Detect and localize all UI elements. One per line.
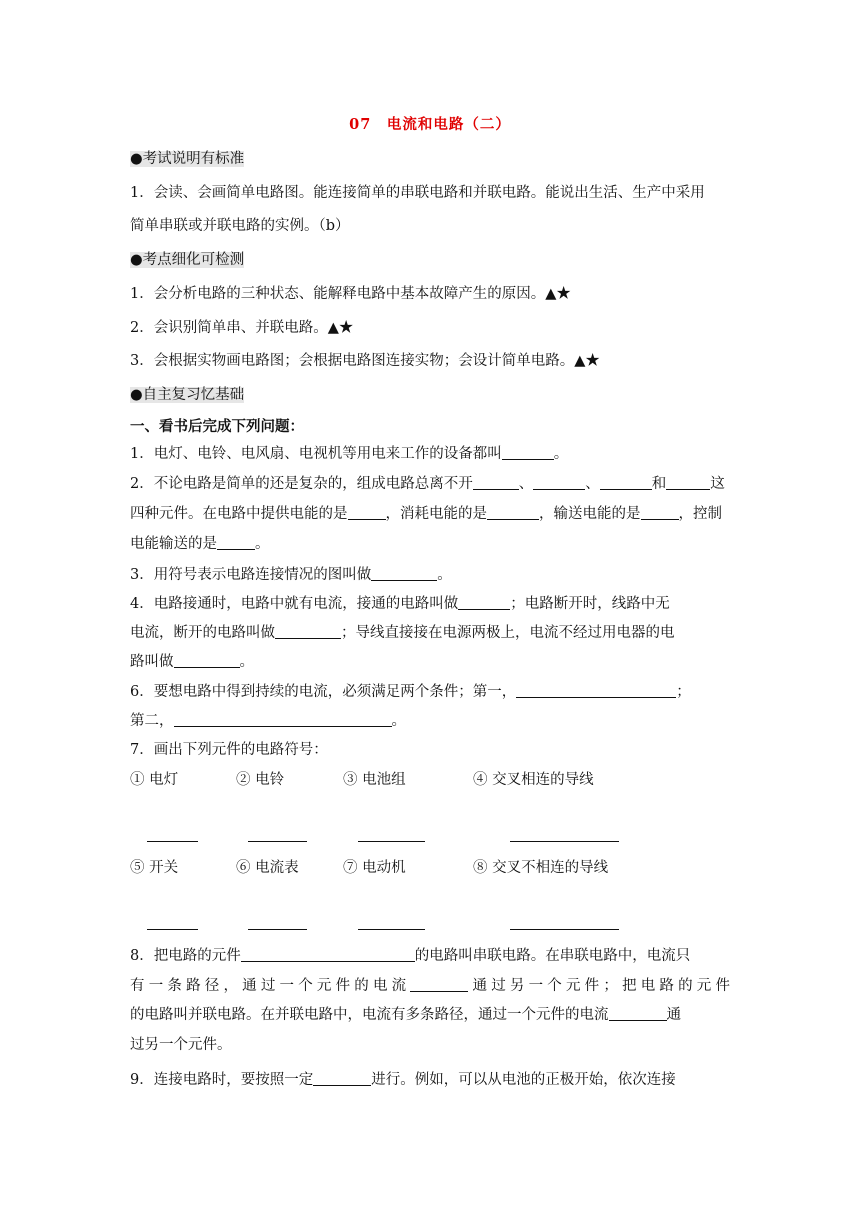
drawing-blank-ammeter[interactable] xyxy=(248,929,307,930)
review-heading: 一、看书后完成下列问题： xyxy=(130,418,304,435)
exam-line-2: 简单串联或并联电路的实例。（b） xyxy=(130,218,350,234)
answer-blank[interactable] xyxy=(473,475,519,491)
drawing-blank-motor[interactable] xyxy=(358,929,425,930)
drawing-blank-bell[interactable] xyxy=(248,841,307,842)
answer-blank[interactable] xyxy=(600,475,652,491)
symbol-label-crossed-wires: ⑧ 交叉不相连的导线 xyxy=(473,860,609,876)
section-exam-standard xyxy=(130,147,244,168)
answer-blank[interactable] xyxy=(241,947,415,963)
symbol-label-switch: ⑤ 开关 xyxy=(130,860,179,876)
drawing-blank-crossed-wires[interactable] xyxy=(510,929,619,930)
drawing-blank-battery[interactable] xyxy=(358,841,425,842)
answer-blank[interactable] xyxy=(516,683,676,699)
question-3: 3．用符号表示电路连接情况的图叫做 。 xyxy=(130,567,452,583)
page-title: 07 电流和电路（二） xyxy=(349,116,511,133)
question-9: 9．连接电路时，要按照一定 进行。例如，可以从电池的正极开始，依次连接 xyxy=(130,1072,676,1088)
drawing-blank-connected-wires[interactable] xyxy=(510,841,619,842)
answer-blank[interactable] xyxy=(458,595,510,611)
symbol-label-lamp: ① 电灯 xyxy=(130,772,179,788)
answer-blank[interactable] xyxy=(666,475,710,491)
answer-blank[interactable] xyxy=(533,475,585,491)
answer-blank[interactable] xyxy=(174,712,392,728)
section-heading: ●考点细化可检测 xyxy=(130,252,245,268)
answer-blank[interactable] xyxy=(609,1006,667,1022)
question-2-line-3: 电能输送的是 。 xyxy=(130,536,270,552)
symbol-label-motor: ⑦ 电动机 xyxy=(343,860,406,876)
symbol-label-ammeter: ⑥ 电流表 xyxy=(236,860,299,876)
answer-blank[interactable] xyxy=(502,445,554,461)
answer-blank[interactable] xyxy=(487,505,539,521)
question-8-line-2: 有一条路径，通过一个元件的电流 通过另一个元件；把电路的元件 xyxy=(130,978,730,994)
answer-blank[interactable] xyxy=(217,535,255,551)
question-6-line-2: 第二， 。 xyxy=(130,713,406,729)
answer-blank[interactable] xyxy=(275,624,341,640)
section-heading: ●考试说明有标准 xyxy=(130,151,245,167)
section-test-points xyxy=(130,248,244,269)
answer-blank[interactable] xyxy=(174,653,240,669)
symbol-label-bell: ② 电铃 xyxy=(236,772,285,788)
answer-blank[interactable] xyxy=(348,505,386,521)
question-4-line-1: 4．电路接通时，电路中就有电流，接通的电路叫做 ；电路断开时，线路中无 xyxy=(130,596,670,612)
answer-blank[interactable] xyxy=(641,505,679,521)
section-self-review xyxy=(130,383,244,404)
drawing-blank-switch[interactable] xyxy=(147,929,198,930)
drawing-blank-lamp[interactable] xyxy=(147,841,198,842)
exam-line-1: 1．会读、会画简单电路图。能连接简单的串联电路和并联电路。能说出生活、生产中采用 xyxy=(130,185,705,201)
question-4-line-3: 路叫做 。 xyxy=(130,654,254,670)
point-2: 2．会识别简单串、并联电路。▲★ xyxy=(130,320,354,336)
question-2-line-2: 四种元件。在电路中提供电能的是 ，消耗电能的是 ，输送电能的是 ，控制 xyxy=(130,506,722,522)
question-7: 7．画出下列元件的电路符号： xyxy=(130,742,328,758)
question-2-line-1: 2．不论电路是简单的还是复杂的，组成电路总离不开 、 、 和 这 xyxy=(130,476,725,492)
question-6-line-1: 6．要想电路中得到持续的电流，必须满足两个条件；第一， ； xyxy=(130,684,691,700)
answer-blank[interactable] xyxy=(410,977,468,993)
question-4-line-2: 电流，断开的电路叫做 ；导线直接接在电源两极上，电流不经过用电器的电 xyxy=(130,625,675,641)
question-8-line-3: 的电路叫并联电路。在并联电路中，电流有多条路径，通过一个元件的电流 通 xyxy=(130,1007,681,1023)
question-8-line-4: 过另一个元件。 xyxy=(130,1037,232,1053)
question-1: 1．电灯、电铃、电风扇、电视机等用电来工作的设备都叫 。 xyxy=(130,446,569,462)
point-1: 1．会分析电路的三种状态、能解释电路中基本故障产生的原因。▲★ xyxy=(130,286,571,302)
question-8-line-1: 8．把电路的元件 的电路叫串联电路。在串联电路中，电流只 xyxy=(130,948,691,964)
symbol-label-connected-wires: ④ 交叉相连的导线 xyxy=(473,772,594,788)
section-heading: ●自主复习忆基础 xyxy=(130,387,245,403)
answer-blank[interactable] xyxy=(371,566,437,582)
answer-blank[interactable] xyxy=(313,1071,371,1087)
symbol-label-battery: ③ 电池组 xyxy=(343,772,406,788)
point-3: 3．会根据实物画电路图；会根据电路图连接实物；会设计简单电路。▲★ xyxy=(130,353,600,369)
